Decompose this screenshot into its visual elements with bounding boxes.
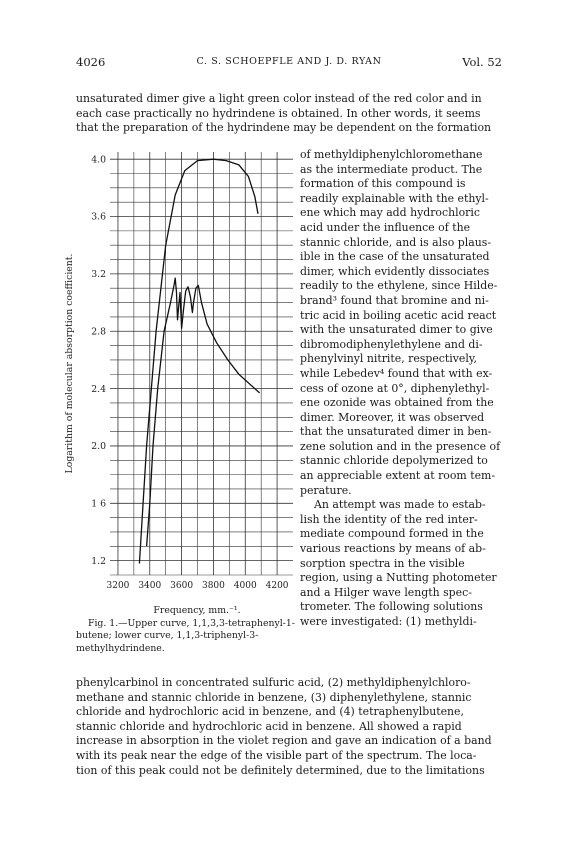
text-line: various reactions by means of ab- xyxy=(300,542,486,556)
y-tick-label: 2.8 xyxy=(91,326,106,338)
text-line: formation of this compound is xyxy=(300,177,466,191)
text-line: mediate compound formed in the xyxy=(300,527,484,541)
text-line: chloride and hydrochloric acid in benzene, and (4) tetraphenylbutene, xyxy=(76,705,464,719)
text-line: each case practically no hydrindene is obtained. In other words, it seems xyxy=(76,106,481,120)
text-line: acid under the influence of the xyxy=(300,220,471,234)
y-tick-label: 4.0 xyxy=(91,154,106,166)
text-line: tion of this peak could not be definitely determined, due to the limitations xyxy=(76,763,485,777)
text-line: stannic chloride depolymerized to xyxy=(300,454,488,468)
text-line: stannic chloride and hydrochloric acid in benzene. All showed a rapid xyxy=(76,719,462,733)
text-line: were investigated: (1) methyldi- xyxy=(300,615,477,628)
text-line: and a Hilger wave length spec- xyxy=(300,585,472,599)
chart-ticks xyxy=(91,154,289,591)
volume-label: Vol. 52 xyxy=(462,55,502,69)
text-line: tric acid in boiling acetic acid react xyxy=(300,308,497,322)
series-line-lower-curve xyxy=(147,278,260,546)
text-line: that the unsaturated dimer in ben- xyxy=(300,425,492,439)
text-line: that the preparation of the hydrindene may be dependent on the formation xyxy=(76,121,492,135)
text-line: phenylcarbinol in concentrated sulfuric acid, (2) methyldiphenylchloro- xyxy=(76,676,471,689)
body-paragraph-right xyxy=(300,148,504,630)
y-tick-label: 1 6 xyxy=(91,498,106,510)
running-authors: C. S. SCHOEPFLE AND J. D. RYAN xyxy=(196,56,382,67)
text-line: readily to the ethylene, since Hilde- xyxy=(300,279,498,293)
text-line: methane and stannic chloride in benzene, (3) diphenylethylene, stannic xyxy=(76,690,472,704)
text-line: phenylvinyl nitrite, respectively, xyxy=(300,352,477,366)
text-line: ene ozonide was obtained from the xyxy=(300,396,494,410)
body-paragraph-top xyxy=(76,92,504,136)
x-tick-label: 3600 xyxy=(170,581,194,591)
y-tick-label: 3.6 xyxy=(91,211,106,223)
x-tick-label: 3200 xyxy=(106,581,130,591)
y-tick-label: 3.2 xyxy=(91,269,106,281)
text-line: an appreciable extent at room tem- xyxy=(300,469,496,483)
text-line: cess of ozone at 0°, diphenylethyl- xyxy=(300,381,490,395)
text-line: An attempt was made to estab- xyxy=(314,498,486,512)
series-line-upper-curve xyxy=(139,159,258,563)
text-line: perature. xyxy=(300,483,352,497)
text-line: lish the identity of the red inter- xyxy=(300,512,478,526)
text-line: unsaturated dimer give a light green color instead of the red color and in xyxy=(76,92,482,105)
text-line: increase in absorption in the violet region and gave an indication of a band xyxy=(76,734,492,748)
text-line: trometer. The following solutions xyxy=(300,600,483,614)
x-tick-label: 4200 xyxy=(265,581,289,591)
text-line: zene solution and in the presence of xyxy=(300,439,501,453)
text-line: region, using a Nutting photometer xyxy=(300,571,497,585)
chart-lines xyxy=(139,159,259,563)
text-line: dimer. Moreover, it was observed xyxy=(300,410,485,424)
caption-text: Fig. 1.—Upper curve, 1,1,3,3-tetraphenyl-1-butene; lower curve, 1,1,3-triphenyl-3-methylhydrindene. xyxy=(76,617,295,654)
text-line: of methyldiphenylchloromethane xyxy=(300,148,483,161)
figure-caption xyxy=(76,605,298,655)
text-line: ene which may add hydrochloric xyxy=(300,206,480,220)
text-line: readily explainable with the ethyl- xyxy=(300,191,489,205)
x-tick-label: 4000 xyxy=(233,581,257,591)
page-number: 4026 xyxy=(76,55,106,69)
chart-grid xyxy=(110,152,293,575)
body-paragraph-bottom xyxy=(76,676,504,778)
text-line: with the unsaturated dimer to give xyxy=(300,323,493,337)
text-line: as the intermediate product. The xyxy=(300,162,483,176)
y-tick-label: 2.4 xyxy=(91,383,106,395)
absorption-spectrum-chart xyxy=(60,141,302,603)
running-header xyxy=(76,55,502,73)
text-line: ible in the case of the unsaturated xyxy=(300,250,490,264)
y-tick-label: 1.2 xyxy=(91,555,106,567)
text-line: stannic chloride, and is also plaus- xyxy=(300,235,492,249)
text-line: dimer, which evidently dissociates xyxy=(300,264,490,278)
text-line: with its peak near the edge of the visible part of the spectrum. The loca- xyxy=(76,748,477,762)
x-axis-label: Frequency, mm.⁻¹. xyxy=(153,605,241,616)
text-line: sorption spectra in the visible xyxy=(300,556,465,570)
y-tick-label: 2.0 xyxy=(91,441,106,453)
x-tick-label: 3400 xyxy=(138,581,162,591)
y-axis-label: Logarithm of molecular absorption coefficient. xyxy=(64,253,75,474)
text-line: brand³ found that bromine and ni- xyxy=(300,293,489,307)
text-line: dibromodiphenylethylene and di- xyxy=(300,337,483,351)
text-line: while Lebedev⁴ found that with ex- xyxy=(300,366,493,380)
x-tick-label: 3800 xyxy=(201,581,225,591)
